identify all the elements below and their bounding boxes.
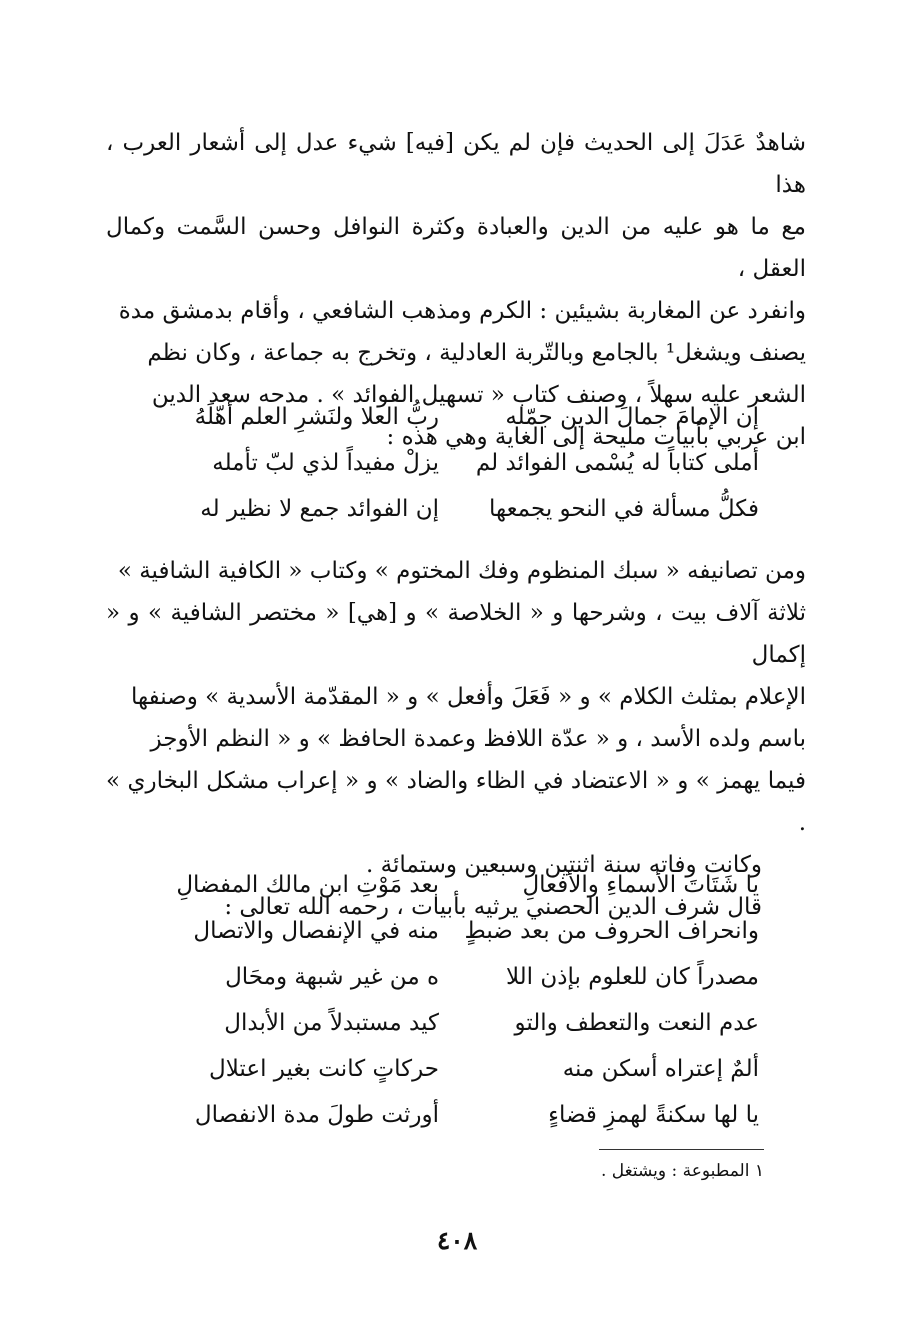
text-line: باسم ولده الأسد ، و « عدّة اللافظ وعمدة الحافظ » و « النظم الأوجز [150,726,806,752]
second-hemistich: منه في الإنفصال والاتصال [193,918,439,944]
second-hemistich: كيد مستبدلاً من الأبدال [224,1010,439,1036]
text-line: يصنف ويشغل¹ بالجامع وبالتّربة العادلية ، وتخرج به جماعة ، وكان نظم [147,340,806,366]
second-hemistich: يزلْ مفيداً لذي لبّ تأمله [212,450,439,476]
second-hemistich: أورثت طولَ مدة الانفصال [194,1102,439,1128]
verse-line [149,1000,759,1046]
verse-line [149,1092,759,1138]
text-line: فيما يهمز » و « الاعتضاد في الظاء والضاد » و « إعراب مشكل البخاري » . [106,768,806,836]
verse-line [149,862,759,908]
second-hemistich: ه من غير شبهة ومحَال [225,964,439,990]
verse-line [149,440,759,486]
text-line: ابن عربي بأبيات مليحة إلى الغاية وهي هذه : [386,424,806,450]
text-line: الشعر عليه سهلاً ، وصنف كتاب « تسهيل الفوائد » . مدحه سعد الدين [151,382,806,408]
first-hemistich: يا شَتَاتَ الأسماءِ والأفعالِ [522,872,759,898]
verse-line [149,394,759,440]
second-hemistich: بعد مَوْتِ ابن مالك المفضالِ [176,872,439,898]
text-line: الإعلام بمثلث الكلام » و « فَعَلَ وأفعل » و « المقدّمة الأسدية » وصنفها [131,684,806,710]
first-hemistich: أملى كتاباً له يُسْمى الفوائد لم [475,450,759,476]
first-hemistich: عدم النعت والتعطف والتو [514,1010,759,1036]
second-hemistich: حركاتٍ كانت بغير اعتلال [208,1056,439,1082]
death-line: وكانت وفاته سنة اثنتين وسبعين وستمائة . [366,852,762,878]
text-line: مع ما هو عليه من الدين والعبادة وكثرة النوافل وحسن السَّمت وكمال العقل ، [106,214,806,282]
text-line: شاهدٌ عَدَلَ إلى الحديث فإن لم يكن [فيه] شيء عدل إلى أشعار العرب ، هذا [106,130,806,198]
first-hemistich: يا لها سكنةً لهمزِ قضاءٍ [548,1102,759,1128]
text-line: وانفرد عن المغاربة بشيئين : الكرم ومذهب الشافعي ، وأقام بدمشق مدة [118,298,806,324]
second-hemistich: إن الفوائد جمع لا نظير له [200,496,439,522]
text-line: ومن تصانيفه « سبك المنظوم وفك المختوم » وكتاب « الكافية الشافية » [117,558,806,584]
first-hemistich: فكلُّ مسألة في النحو يجمعها [488,496,759,522]
elegy-poem [149,862,759,1138]
first-hemistich: مصدراً كان للعلوم بإذن اللا [505,964,759,990]
footnote: ١ المطبوعة : ويشتغل . [600,1161,764,1181]
first-hemistich: إن الإمامَ جمالَ الدين جمّله [505,404,759,430]
footnote-divider [599,1149,764,1150]
text-line: ثلاثة آلاف بيت ، وشرحها و « الخلاصة » و [هي] « مختصر الشافية » و « إكمال [106,600,806,668]
verse-line [149,486,759,532]
elegy-intro: قال شرف الدين الحصني يرثيه بأبيات ، رحمه الله تعالى : [224,894,762,920]
verse-line [149,954,759,1000]
praise-poem [149,394,759,532]
first-hemistich: وانحراف الحروف من بعد ضبطٍ [464,918,759,944]
second-hemistich: ربُّ العلا ولنَشرِ العلم أهّلَهُ [194,404,439,430]
first-hemistich: ألمٌ إعتراه أسكن منه [562,1056,759,1082]
page-number: ٤٠٨ [436,1226,478,1255]
verse-line [149,908,759,954]
verse-line [149,1046,759,1092]
